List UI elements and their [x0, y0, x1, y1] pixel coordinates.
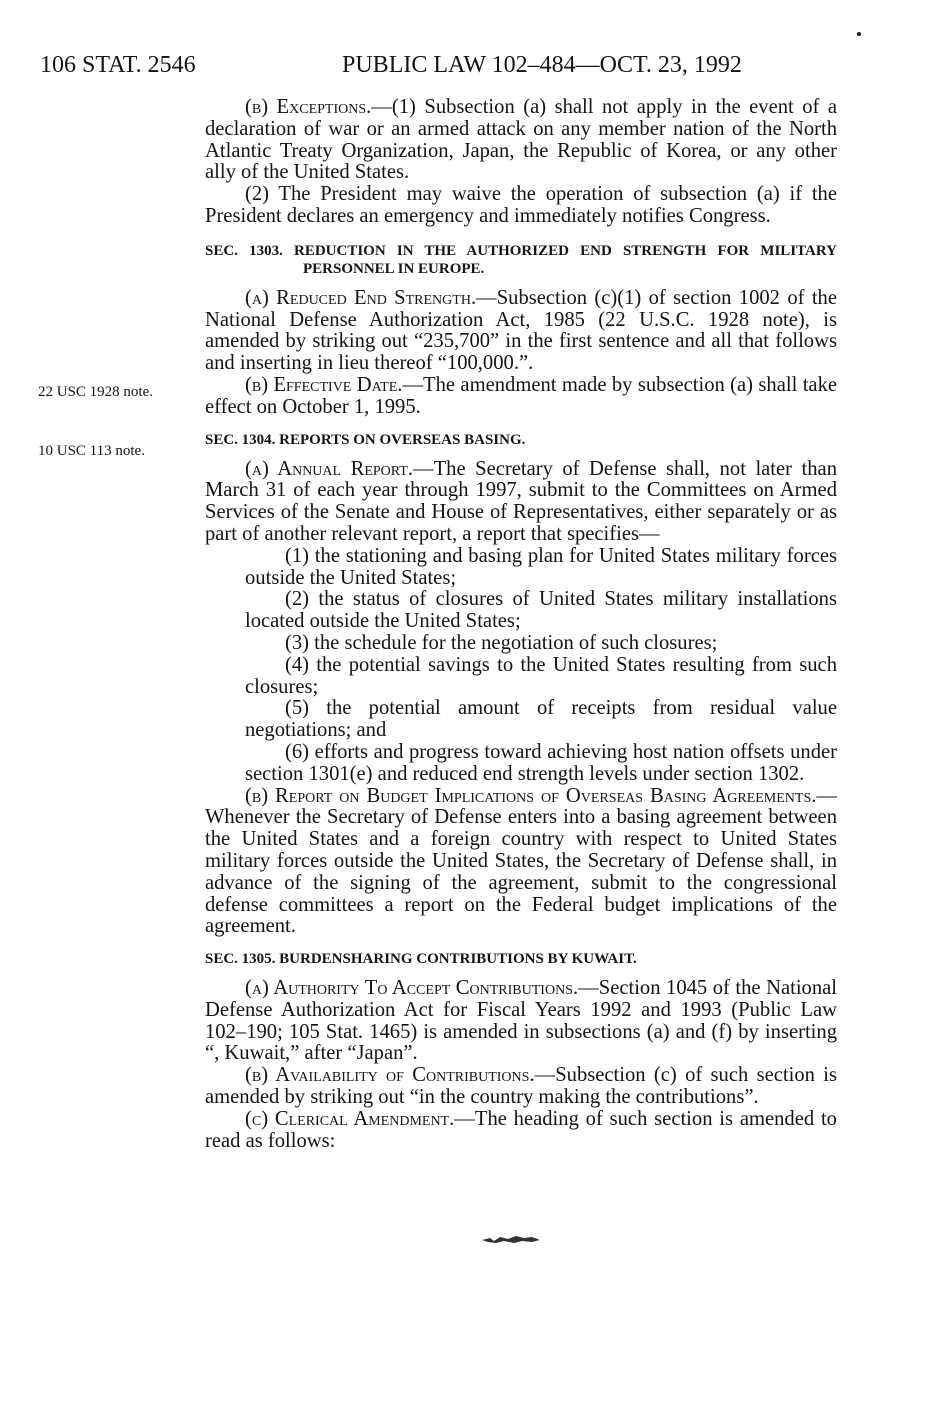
paragraph-exceptions: [205, 97, 837, 184]
paragraph-text: —Subsection (c)(1) of section 1002 of the National Defense Authorization Act, 1985 (22 U.S.C. 1928 note), is amended by striking out “235,700” in the first sentence and all that follows and inserting in lieu thereof “100,000.”.: [205, 286, 837, 375]
scan-speck: [857, 32, 861, 36]
paragraph-availability: [205, 1065, 837, 1109]
document-body: [205, 97, 837, 1152]
section-heading-1304: SEC. 1304. REPORTS ON OVERSEAS BASING.: [205, 431, 526, 448]
statute-page-number: 106 STAT. 2546: [40, 52, 196, 78]
list-item: (1) the stationing and basing plan for United States military forces outside the United States;: [245, 544, 837, 589]
subsection-heading: (b) Exceptions.: [245, 96, 372, 118]
list-item: (6) efforts and progress toward achieving host nation offsets under section 1301(e) and reduced end strength levels under section 1302.: [245, 740, 837, 785]
subsection-heading: (a) Authority To Accept Contributions.: [245, 977, 579, 1000]
subsection-heading: (b) Effective Date.: [245, 373, 403, 396]
section-heading-1305: SEC. 1305. BURDENSHARING CONTRIBUTIONS BY KUWAIT.: [205, 951, 637, 968]
subsection-heading: (a) Reduced End Strength.: [245, 286, 477, 309]
section-heading-1303: SEC. 1303. REDUCTION IN THE AUTHORIZED END STRENGTH FOR MILITARY PERSONNEL IN EUROPE.: [205, 242, 837, 277]
law-title-date: PUBLIC LAW 102–484—OCT. 23, 1992: [342, 52, 742, 78]
paragraph-text: —(1) Subsection (a) shall not apply in the event of a declaration of war or an armed attack on any member nation of the North Atlantic Treaty Organization, Japan, the Republic of Korea, or any other ally of the United States.: [205, 96, 838, 184]
paragraph-budget-implications: [205, 786, 837, 939]
list-item: (4) the potential savings to the United States resulting from such closures;: [245, 653, 837, 698]
list-item: (3) the schedule for the negotiation of such closures;: [285, 631, 718, 654]
subsection-heading: (a) Annual Report.: [245, 457, 413, 480]
paragraph-waiver: (2) The President may waive the operation of subsection (a) if the President declares an emergency and immediately notifies Congress.: [205, 183, 837, 227]
subsection-heading: (b) Availability of Contributions.: [245, 1064, 535, 1087]
paragraph-text: —Section 1045 of the National Defense Authorization Act for Fiscal Years 1992 and 1993 (Public Law 102–190; 105 Stat. 1465) is amended in subsections (a) and (f) by inserting “, Kuwait,” after “Japan”.: [205, 977, 837, 1065]
margin-note-10-usc: 10 USC 113 note.: [38, 443, 145, 459]
paragraph-clerical-amendment: [205, 1109, 837, 1153]
paragraph-text: —Whenever the Secretary of Defense enters into a basing agreement between the United States and a foreign country with respect to United States military forces outside the United States, the Secretary of Defense shall, in advance of the signing of the agreement, submit to the congressional defense committees a report on the Federal budget implications of the agreement.: [205, 784, 837, 938]
paragraph-text: —The Secretary of Defense shall, not later than March 31 of each year through 1997, submit to the Committees on Armed Services of the Senate and House of Representatives, either separately or as part of another relevant report, a report that specifies—: [205, 457, 837, 545]
paragraph-reduced-end-strength: [205, 288, 837, 375]
paragraph-text: —The amendment made by subsection (a) shall take effect on October 1, 1995.: [205, 373, 838, 418]
paragraph-annual-report: [205, 459, 837, 546]
ornament-mark: [480, 1232, 542, 1246]
paragraph-text: —Subsection (c) of such section is amended by striking out “in the country making the contributions”.: [205, 1064, 837, 1109]
margin-note-22-usc: 22 USC 1928 note.: [38, 384, 154, 400]
paragraph-authority: [205, 978, 837, 1065]
paragraph-text: —The heading of such section is amended to read as follows:: [205, 1107, 837, 1152]
subsection-heading: (b) Report on Budget Implications of Overseas Basing Agreements.: [245, 784, 817, 807]
subsection-heading: (c) Clerical Amendment.: [245, 1107, 455, 1130]
paragraph-effective-date: [205, 375, 837, 419]
list-item: (2) the status of closures of United States military installations located outside the United States;: [245, 588, 837, 633]
list-item: (5) the potential amount of receipts from residual value negotiations; and: [245, 697, 837, 742]
